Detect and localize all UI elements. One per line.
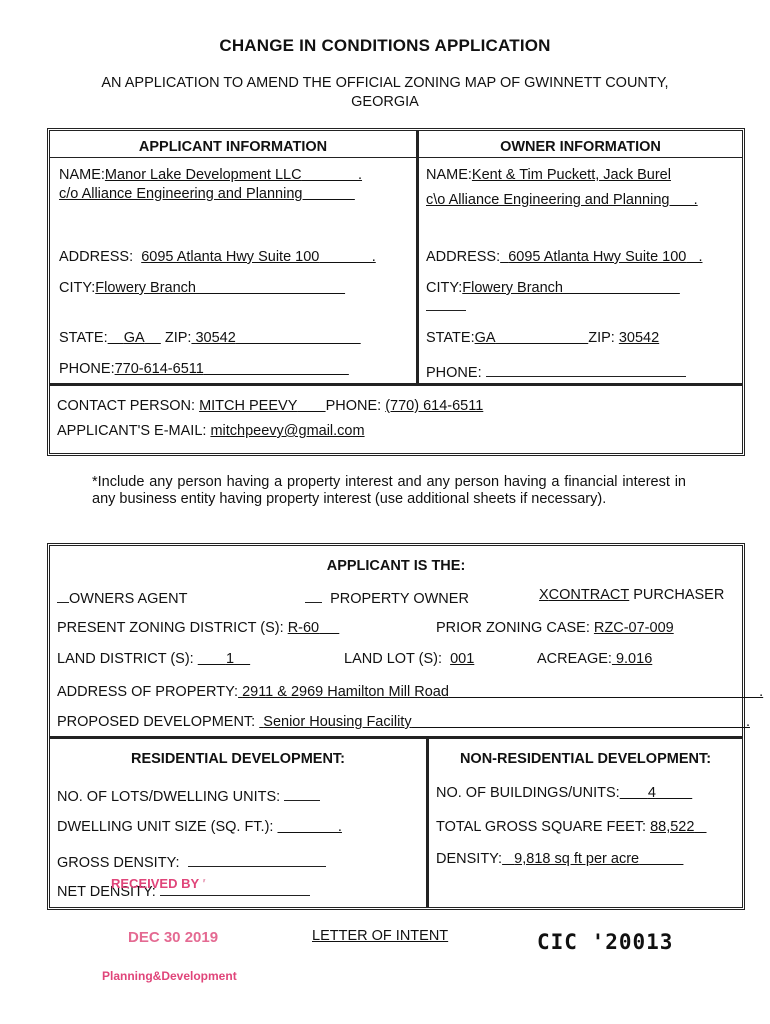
owner-city-label: CITY: [426, 280, 463, 296]
acreage-field [537, 651, 652, 667]
applicant-address-label: ADDRESS: [59, 249, 134, 265]
unit-size-label: DWELLING UNIT SIZE (SQ. FT.): [57, 819, 274, 835]
property-owner-option [305, 587, 469, 607]
owner-name-line2: c\o Alliance Engineering and Planning . [426, 192, 698, 208]
property-address-label: ADDRESS OF PROPERTY: [57, 684, 239, 700]
acreage-value: 9.016 [615, 651, 653, 667]
gross-sqft-field [436, 819, 707, 835]
land-district-field [57, 651, 250, 667]
density-value: 9,818 sq ft per acre [514, 851, 640, 867]
applicant-city-label: CITY: [59, 280, 96, 296]
land-lot-label: LAND LOT (S): [344, 651, 443, 667]
applicant-phone-value: 770-614-6511 [114, 361, 204, 377]
present-zoning-label: PRESENT ZONING DISTRICT (S): [57, 620, 284, 636]
property-address-value: 2911 & 2969 Hamilton Mill Road [242, 684, 449, 700]
contract-purchaser-word: CONTRACT [548, 587, 630, 603]
contact-person-value: MITCH PEEVY [199, 398, 298, 414]
planning-development-stamp: Planning&Development [102, 969, 237, 983]
applicant-is-header: APPLICANT IS THE: [326, 558, 466, 574]
land-district-label: LAND DISTRICT (S): [57, 651, 194, 667]
divider [416, 130, 419, 384]
owner-phone-label: PHONE: [426, 365, 482, 381]
prior-case-label: PRIOR ZONING CASE: [436, 620, 590, 636]
buildings-units-value: 4 [647, 785, 656, 801]
land-lot-field [344, 651, 474, 667]
applicant-name-line2: c/o Alliance Engineering and Planning [59, 186, 303, 202]
divider [426, 310, 466, 311]
acreage-label: ACREAGE: [537, 651, 612, 667]
case-number: CIC '20013 [537, 930, 674, 954]
applicant-name-value: Manor Lake Development LLC . [104, 167, 363, 183]
interest-note: *Include any person having a property interest and any person having a financial interest in any business entity having property interest (use additional sheets if necessary). [92, 474, 686, 507]
owner-state-value: GA [474, 330, 496, 346]
owner-zip-label: ZIP: [588, 330, 615, 346]
property-owner-label: PROPERTY OWNER [330, 591, 469, 607]
page-title: CHANGE IN CONDITIONS APPLICATION [219, 36, 551, 55]
unit-size-blank: . [277, 819, 342, 835]
applicant-zip-label: ZIP: [164, 330, 192, 346]
density-label: DENSITY: [436, 851, 503, 867]
contact-email-field [57, 423, 365, 439]
owner-phone-field [426, 361, 686, 381]
owner-city-field [426, 280, 680, 296]
proposed-development-field: PROPOSED DEVELOPMENT: Senior Housing Facility . [57, 714, 750, 730]
gross-density-blank [188, 851, 326, 867]
contract-purchaser-label: PURCHASER [633, 587, 725, 603]
owner-info-header: OWNER INFORMATION [500, 139, 661, 155]
contact-phone-label: PHONE: [325, 398, 382, 414]
received-date-stamp: DEC 30 2019 [128, 929, 219, 946]
applicant-state-label: STATE: [59, 330, 108, 346]
applicant-phone-field [59, 361, 349, 377]
owners-agent-checkbox [57, 587, 69, 603]
owner-address-field: ADDRESS: 6095 Atlanta Hwy Suite 100 . [426, 249, 703, 265]
owner-state-label: STATE: [426, 330, 475, 346]
gross-density-label: GROSS DENSITY: [57, 855, 180, 871]
contract-purchaser-option [539, 587, 724, 603]
net-density-label: NET DENSITY: [57, 884, 156, 900]
buildings-units-label: NO. OF BUILDINGS/UNITS: [436, 785, 620, 801]
divider [50, 383, 742, 386]
page-subtitle: AN APPLICATION TO AMEND THE OFFICIAL ZONING MAP OF GWINNETT COUNTY, GEORGIA [101, 75, 669, 110]
owner-name-value: Kent & Tim Puckett, Jack Burel [471, 167, 671, 183]
applicant-city-field [59, 280, 345, 296]
owner-phone-blank [486, 361, 686, 377]
applicant-address-value: 6095 Atlanta Hwy Suite 100 [141, 249, 320, 265]
owner-name-field [426, 167, 671, 183]
prior-case-value: RZC-07-009 [593, 620, 674, 636]
applicant-phone-label: PHONE: [59, 361, 115, 377]
owners-agent-option [57, 587, 187, 607]
contact-phone-value: (770) 614-6511 [385, 398, 484, 414]
applicant-info-header: APPLICANT INFORMATION [138, 139, 328, 155]
divider [50, 157, 742, 158]
lots-units-label: NO. OF LOTS/DWELLING UNITS: [57, 789, 281, 805]
density-field [436, 851, 683, 867]
owner-address-value: 6095 Atlanta Hwy Suite 100 [508, 249, 687, 265]
present-zoning-value: R-60 [287, 620, 320, 636]
gross-sqft-label: TOTAL GROSS SQUARE FEET: [436, 819, 647, 835]
owner-address-label: ADDRESS: [426, 249, 501, 265]
buildings-units-field [436, 785, 692, 801]
applicant-name-label: NAME: [59, 167, 105, 183]
applicant-zip-value: 30542 [195, 330, 236, 346]
property-address-field: ADDRESS OF PROPERTY: 2911 & 2969 Hamilton Mill Road . [57, 684, 764, 700]
contact-email-label: APPLICANT'S E-MAIL: [57, 423, 207, 439]
land-district-value: 1 [225, 651, 235, 667]
contact-email-value: mitchpeevy@gmail.com [210, 423, 365, 439]
applicant-name-field [59, 167, 362, 183]
contact-person-field [57, 398, 483, 414]
proposed-development-value: Senior Housing Facility [263, 714, 412, 730]
gross-sqft-value: 88,522 [650, 819, 695, 835]
unit-size-field [57, 819, 342, 835]
land-lot-value: 001 [450, 651, 475, 667]
lots-units-blank [284, 785, 320, 801]
residential-header: RESIDENTIAL DEVELOPMENT: [130, 751, 346, 767]
prior-case-field [436, 620, 674, 636]
owner-zip-value: 30542 [618, 330, 660, 346]
owner-name-label: NAME: [426, 167, 472, 183]
owner-state-zip-field [426, 330, 659, 346]
present-zoning-field [57, 620, 339, 636]
gross-density-field [57, 851, 326, 871]
proposed-development-label: PROPOSED DEVELOPMENT: [57, 714, 256, 730]
applicant-state-zip-field [59, 330, 361, 346]
applicant-city-value: Flowery Branch [95, 280, 196, 296]
contract-purchaser-mark: X [539, 587, 549, 603]
property-owner-checkbox [305, 587, 322, 603]
owners-agent-label: OWNERS AGENT [69, 591, 188, 607]
applicant-address-field: ADDRESS: 6095 Atlanta Hwy Suite 100 . [59, 249, 376, 265]
applicant-state-value: GA [123, 330, 145, 346]
lots-units-field [57, 785, 320, 805]
received-by-stamp: RECEIVED BY ′ [111, 876, 206, 891]
nonresidential-header: NON-RESIDENTIAL DEVELOPMENT: [459, 751, 712, 767]
owner-city-value: Flowery Branch [462, 280, 563, 296]
contact-person-label: CONTACT PERSON: [57, 398, 196, 414]
divider [50, 736, 742, 739]
letter-of-intent: LETTER OF INTENT [312, 928, 449, 944]
